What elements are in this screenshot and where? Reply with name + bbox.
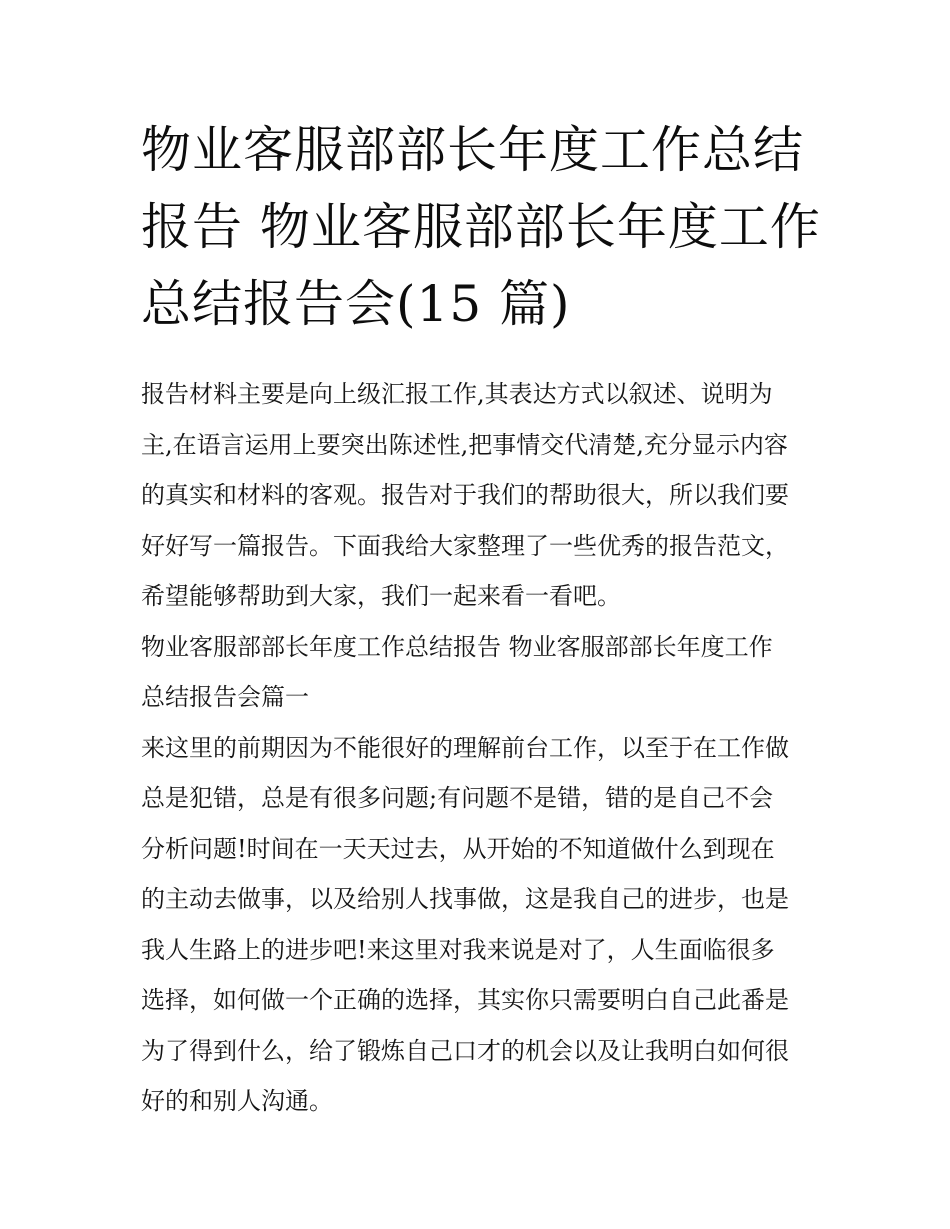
text-line: 主,在语言运用上要突出陈述性,把事情交代清楚,充分显示内容 — [141, 430, 788, 459]
title-line: 报告 物业客服部部长年度工作 — [141, 198, 821, 256]
document-page — [141, 112, 821, 1127]
heading-line: 物业客服部部长年度工作总结报告 物业客服部部长年度工作 — [141, 632, 773, 661]
text-line: 的主动去做事，以及给别人找事做，这是我自己的进步，也是 — [141, 885, 789, 913]
heading-line: 总结报告会篇一 — [141, 683, 309, 711]
text-line: 选择，如何做一个正确的选择，其实你只需要明白自己此番是 — [141, 986, 789, 1014]
text-line: 的真实和材料的客观。报告对于我们的帮助很大，所以我们要 — [141, 481, 789, 509]
document-body — [141, 369, 821, 1127]
text-line: 为了得到什么，给了锻炼自己口才的机会以及让我明白如何很 — [141, 1036, 789, 1065]
title-line: 总结报告会(15 篇) — [141, 275, 571, 333]
text-line: 希望能够帮助到大家，我们一起来看一看吧。 — [141, 582, 621, 610]
intro-paragraph — [141, 369, 821, 622]
title-line: 物业客服部部长年度工作总结 — [141, 121, 804, 179]
text-line: 总是犯错，总是有很多问题;有问题不是错，错的是自己不会 — [141, 784, 774, 812]
text-line: 好的和别人沟通。 — [141, 1087, 333, 1115]
text-line: 我人生路上的进步吧!来这里对我来说是对了，人生面临很多 — [141, 935, 775, 964]
text-line: 好好写一篇报告。下面我给大家整理了一些优秀的报告范文， — [141, 531, 789, 560]
text-line: 来这里的前期因为不能很好的理解前台工作，以至于在工作做 — [141, 733, 789, 762]
section-paragraph — [141, 723, 821, 1127]
document-title — [141, 112, 821, 343]
section-heading — [141, 622, 821, 723]
text-line: 分析问题!时间在一天天过去，从开始的不知道做什么到现在 — [141, 834, 775, 863]
text-line: 报告材料主要是向上级汇报工作,其表达方式以叙述、说明为 — [141, 380, 773, 408]
